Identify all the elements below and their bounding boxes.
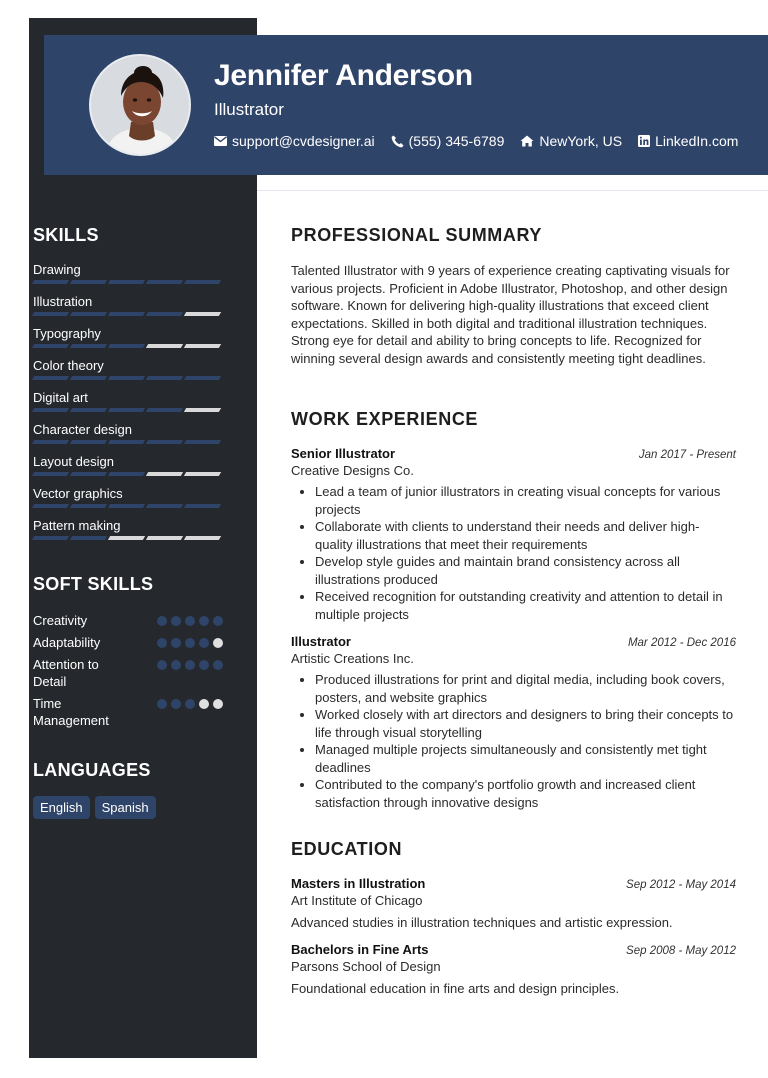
rating-dot-filled bbox=[213, 616, 223, 626]
skill-name: Pattern making bbox=[33, 518, 121, 533]
skill-name: Illustration bbox=[33, 294, 93, 309]
rating-bar-filled bbox=[70, 536, 107, 540]
header-banner bbox=[44, 35, 768, 175]
soft-skills-heading: SOFT SKILLS bbox=[33, 574, 154, 594]
education-description: Advanced studies in illustration techniques and artistic expression. bbox=[291, 915, 673, 930]
rating-dot-filled bbox=[157, 638, 167, 648]
rating-bar-empty bbox=[184, 312, 221, 316]
rating-bar-empty bbox=[184, 472, 221, 476]
job-bullet: • Managed multiple projects simultaneously and consistently met tight deadlines bbox=[315, 741, 736, 776]
rating-bar-filled bbox=[32, 440, 69, 444]
rating-dot-filled bbox=[185, 616, 195, 626]
job-company: Artistic Creations Inc. bbox=[291, 651, 414, 666]
rating-dot-filled bbox=[185, 638, 195, 648]
rating-dot-filled bbox=[171, 616, 181, 626]
job-company: Creative Designs Co. bbox=[291, 463, 414, 478]
education-entry bbox=[291, 876, 736, 931]
job-title: Senior Illustrator bbox=[291, 446, 396, 461]
soft-skill-list bbox=[33, 612, 223, 734]
job-title: Illustrator bbox=[291, 634, 351, 649]
skill-drawing bbox=[33, 262, 223, 294]
skill-pattern-making bbox=[33, 518, 223, 550]
soft-skill-attention-to-detail bbox=[33, 656, 223, 690]
skill-character-design bbox=[33, 422, 223, 454]
school-name: Parsons School of Design bbox=[291, 959, 441, 974]
rating-bar-filled bbox=[146, 440, 183, 444]
rating-bar-filled bbox=[32, 280, 69, 284]
rating-dot-empty bbox=[213, 638, 223, 648]
school-name: Art Institute of Chicago bbox=[291, 893, 423, 908]
soft-skill-rating bbox=[157, 616, 223, 626]
rating-bar-filled bbox=[32, 376, 69, 380]
rating-bar-filled bbox=[108, 376, 145, 380]
contact-email[interactable] bbox=[214, 133, 375, 149]
rating-bar-filled bbox=[32, 472, 69, 476]
soft-skill-name: Adaptability bbox=[33, 635, 101, 650]
rating-bar-empty bbox=[184, 344, 221, 348]
contact-email-text: support@cvdesigner.ai bbox=[232, 133, 375, 149]
degree-title: Masters in Illustration bbox=[291, 876, 426, 891]
rating-bar-filled bbox=[146, 312, 183, 316]
rating-bar-filled bbox=[70, 440, 107, 444]
rating-dot-filled bbox=[185, 699, 195, 709]
rating-bar-filled bbox=[70, 376, 107, 380]
rating-bar-filled bbox=[32, 344, 69, 348]
soft-skill-creativity bbox=[33, 612, 223, 629]
portrait-photo bbox=[91, 56, 191, 156]
rating-dot-filled bbox=[171, 699, 181, 709]
contact-linkedin[interactable] bbox=[638, 133, 738, 149]
skill-rating bbox=[33, 280, 223, 284]
education-date: Sep 2008 - May 2012 bbox=[626, 945, 736, 957]
candidate-role: Illustrator bbox=[214, 100, 284, 119]
job-bullet: • Contributed to the company's portfolio growth and increased client satisfaction through innovative designs bbox=[315, 776, 736, 811]
skill-rating bbox=[33, 312, 223, 316]
rating-bar-filled bbox=[70, 504, 107, 508]
rating-bar-filled bbox=[108, 344, 145, 348]
job-bullet: • Received recognition for outstanding creativity and attention to detail in multiple projects bbox=[315, 588, 736, 623]
avatar bbox=[89, 54, 191, 156]
job-date: Mar 2012 - Dec 2016 bbox=[627, 637, 736, 649]
soft-skill-rating bbox=[157, 638, 223, 648]
skill-list bbox=[33, 262, 223, 550]
rating-bar-filled bbox=[32, 536, 69, 540]
skill-rating bbox=[33, 376, 223, 380]
rating-bar-filled bbox=[108, 312, 145, 316]
rating-bar-filled bbox=[70, 344, 107, 348]
skill-digital-art bbox=[33, 390, 223, 422]
rating-dot-filled bbox=[199, 660, 209, 670]
rating-bar-empty bbox=[146, 344, 183, 348]
contact-phone[interactable] bbox=[391, 133, 505, 149]
rating-bar-filled bbox=[146, 504, 183, 508]
job-bullet: • Collaborate with clients to understand their needs and deliver high-quality illustrations that meet their requirements bbox=[315, 518, 736, 553]
rating-bar-empty bbox=[184, 408, 221, 412]
summary-text: Talented Illustrator with 9 years of experience creating captivating visuals for various projects. Proficient in Adobe Illustrator, Photoshop, and other design software. Known for delivering high-quality illustrations that exceed client expectations. Skilled in both digital and traditional illustration techniques. Strong eye for detail and ability to bring concepts to life. Recognized for winning several design awards and consistently meeting tight deadlines. bbox=[291, 263, 730, 366]
rating-bar-filled bbox=[32, 408, 69, 412]
rating-bar-filled bbox=[70, 408, 107, 412]
skill-rating bbox=[33, 440, 223, 444]
job-bullets bbox=[291, 671, 736, 811]
skill-rating bbox=[33, 536, 223, 540]
language-spanish: Spanish bbox=[95, 796, 156, 819]
skill-vector-graphics bbox=[33, 486, 223, 518]
job-bullets bbox=[291, 483, 736, 623]
job-bullet: • Worked closely with art directors and designers to bring their concepts to life through visual storytelling bbox=[315, 706, 736, 741]
linkedin-icon bbox=[638, 135, 650, 147]
rating-bar-empty bbox=[146, 472, 183, 476]
rating-bar-filled bbox=[184, 376, 221, 380]
rating-dot-empty bbox=[213, 699, 223, 709]
skill-color-theory bbox=[33, 358, 223, 390]
rating-bar-empty bbox=[108, 536, 145, 540]
skill-layout-design bbox=[33, 454, 223, 486]
envelope-icon bbox=[214, 136, 227, 146]
skill-rating bbox=[33, 472, 223, 476]
contact-row bbox=[214, 133, 738, 149]
rating-bar-filled bbox=[184, 440, 221, 444]
candidate-name: Jennifer Anderson bbox=[214, 59, 473, 92]
skill-rating bbox=[33, 504, 223, 508]
soft-skill-name: Attention to Detail bbox=[33, 657, 99, 689]
skill-name: Color theory bbox=[33, 358, 104, 373]
language-english: English bbox=[33, 796, 90, 819]
job-date: Jan 2017 - Present bbox=[638, 449, 736, 461]
rating-bar-filled bbox=[108, 408, 145, 412]
rating-dot-filled bbox=[199, 616, 209, 626]
rating-dot-filled bbox=[171, 660, 181, 670]
education-description: Foundational education in fine arts and design principles. bbox=[291, 981, 620, 996]
skill-name: Character design bbox=[33, 422, 132, 437]
skill-name: Digital art bbox=[33, 390, 88, 405]
skill-name: Drawing bbox=[33, 262, 81, 277]
rating-bar-filled bbox=[108, 280, 145, 284]
skills-heading: SKILLS bbox=[33, 225, 99, 245]
rating-bar-filled bbox=[146, 408, 183, 412]
rating-dot-filled bbox=[199, 638, 209, 648]
rating-bar-filled bbox=[184, 504, 221, 508]
summary-heading: PROFESSIONAL SUMMARY bbox=[291, 225, 543, 245]
language-list bbox=[33, 796, 156, 819]
rating-bar-filled bbox=[108, 440, 145, 444]
rating-dot-filled bbox=[213, 660, 223, 670]
job-bullet: • Develop style guides and maintain brand consistency across all illustrations produced bbox=[315, 553, 736, 588]
rating-bar-filled bbox=[32, 504, 69, 508]
rating-dot-filled bbox=[185, 660, 195, 670]
soft-skill-name: Creativity bbox=[33, 613, 88, 628]
rating-dot-empty bbox=[199, 699, 209, 709]
skill-rating bbox=[33, 344, 223, 348]
rating-dot-filled bbox=[157, 660, 167, 670]
header-divider bbox=[257, 190, 768, 191]
rating-dot-filled bbox=[157, 616, 167, 626]
skill-name: Layout design bbox=[33, 454, 114, 469]
contact-location-text: NewYork, US bbox=[539, 133, 623, 149]
skill-rating bbox=[33, 408, 223, 412]
rating-bar-filled bbox=[108, 504, 145, 508]
rating-bar-empty bbox=[146, 536, 183, 540]
rating-bar-filled bbox=[146, 376, 183, 380]
contact-linkedin-text: LinkedIn.com bbox=[655, 133, 739, 149]
rating-bar-filled bbox=[108, 472, 145, 476]
soft-skill-name: Time Management bbox=[33, 696, 109, 728]
rating-bar-filled bbox=[146, 280, 183, 284]
languages-heading: LANGUAGES bbox=[33, 760, 151, 780]
job-bullet: • Lead a team of junior illustrators in creating visual concepts for various projects bbox=[315, 483, 736, 518]
contact-phone-text: (555) 345-6789 bbox=[408, 133, 505, 149]
phone-icon bbox=[391, 135, 404, 148]
education-heading: EDUCATION bbox=[291, 839, 403, 859]
soft-skill-adaptability bbox=[33, 634, 223, 651]
soft-skill-time-management bbox=[33, 695, 223, 729]
rating-bar-filled bbox=[70, 312, 107, 316]
skill-name: Vector graphics bbox=[33, 486, 123, 501]
contact-location[interactable] bbox=[520, 133, 622, 149]
degree-title: Bachelors in Fine Arts bbox=[291, 942, 429, 957]
rating-dot-filled bbox=[157, 699, 167, 709]
education-date: Sep 2012 - May 2014 bbox=[626, 879, 736, 891]
rating-bar-filled bbox=[184, 280, 221, 284]
soft-skill-rating bbox=[157, 699, 223, 709]
skill-illustration bbox=[33, 294, 223, 326]
job-bullet: • Produced illustrations for print and digital media, including book covers, posters, and website graphics bbox=[315, 671, 736, 706]
job-entry bbox=[291, 634, 736, 811]
skill-typography bbox=[33, 326, 223, 358]
rating-dot-filled bbox=[171, 638, 181, 648]
home-icon bbox=[520, 135, 534, 147]
rating-bar-filled bbox=[70, 472, 107, 476]
skill-name: Typography bbox=[33, 326, 101, 341]
rating-bar-filled bbox=[70, 280, 107, 284]
rating-bar-empty bbox=[184, 536, 221, 540]
job-entry bbox=[291, 446, 736, 623]
rating-bar-filled bbox=[32, 312, 69, 316]
soft-skill-rating bbox=[157, 660, 223, 670]
education-entry bbox=[291, 942, 736, 997]
experience-heading: WORK EXPERIENCE bbox=[291, 409, 479, 429]
